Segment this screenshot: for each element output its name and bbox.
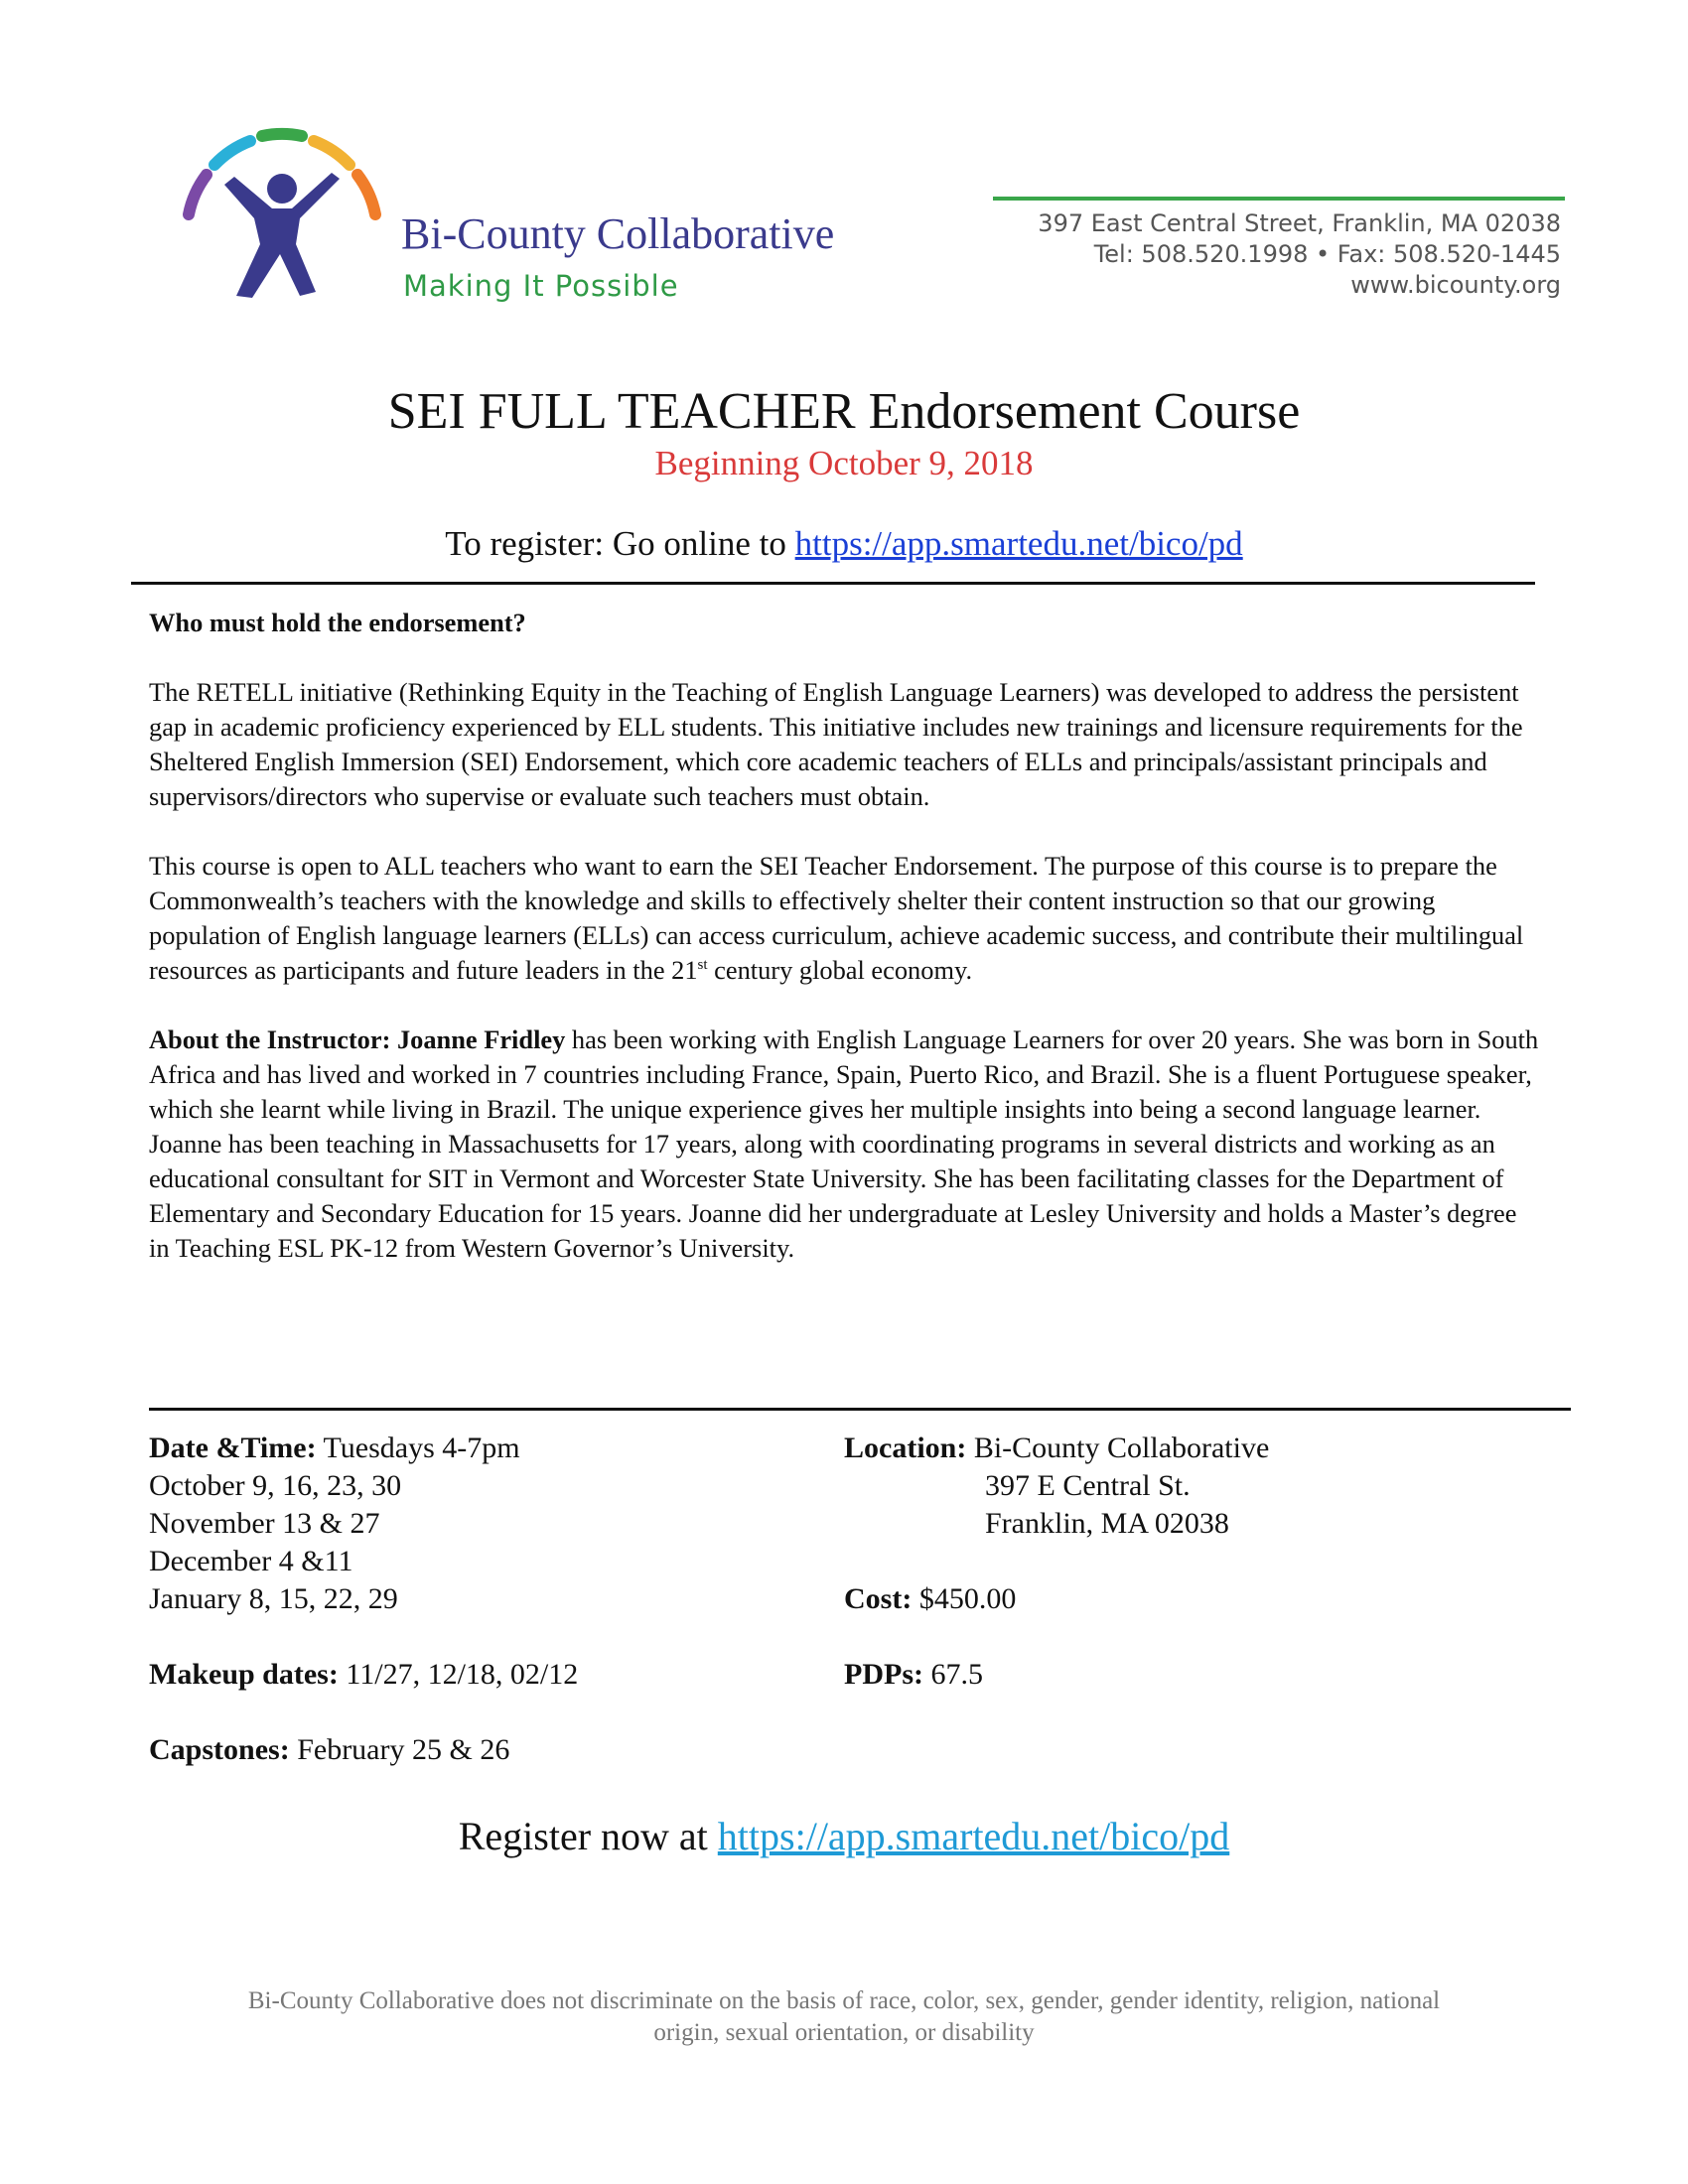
- date-time-row: [149, 1430, 794, 1467]
- location-name: Bi-County Collaborative: [966, 1432, 1270, 1464]
- details-divider: [149, 1408, 1571, 1411]
- pdps-label: PDPs:: [844, 1658, 923, 1691]
- cost-row: [844, 1580, 1539, 1618]
- date-time-label: Date &Time:: [149, 1432, 317, 1464]
- session-dates-october: October 9, 16, 23, 30: [149, 1469, 402, 1502]
- contact-block: [1038, 208, 1561, 301]
- instructor-label: About the Instructor:: [149, 1024, 397, 1054]
- instructor-paragraph: [149, 1023, 1539, 1266]
- capstones-row: [149, 1731, 794, 1769]
- session-dates-december: December 4 &11: [149, 1545, 353, 1577]
- pdps-row: [844, 1656, 1539, 1694]
- location-street: 397 E Central St.: [985, 1469, 1191, 1502]
- register-link-bottom[interactable]: https://app.smartedu.net/bico/pd: [717, 1814, 1230, 1858]
- makeup-label: Makeup dates:: [149, 1658, 339, 1691]
- address: 397 East Central Street, Franklin, MA 02038: [1038, 209, 1561, 237]
- capstones-label: Capstones:: [149, 1733, 290, 1766]
- location-row: [844, 1430, 1539, 1467]
- ordinal-suffix: st: [697, 957, 708, 974]
- bicounty-logo-icon: [177, 127, 395, 306]
- makeup-dates-row: [149, 1656, 794, 1694]
- footer-line-1: Bi-County Collaborative does not discriminate on the basis of race, color, sex, gender, gender identity, religion, national: [247, 1987, 1441, 2014]
- course-start-date: Beginning October 9, 2018: [654, 444, 1034, 482]
- org-tagline: Making It Possible: [403, 269, 679, 303]
- body-text: [149, 606, 1539, 1266]
- session-dates-january: January 8, 15, 22, 29: [149, 1582, 398, 1615]
- register-link-top[interactable]: https://app.smartedu.net/bico/pd: [794, 524, 1243, 563]
- phone-fax: Tel: 508.520.1998 • Fax: 508.520-1445: [1093, 240, 1561, 268]
- schedule-column: [149, 1430, 794, 1769]
- footer-line-2: origin, sexual orientation, or disability: [653, 2019, 1035, 2046]
- info-column: [844, 1430, 1539, 1694]
- makeup-value: 11/27, 12/18, 02/12: [338, 1658, 579, 1691]
- retell-paragraph: The RETELL initiative (Rethinking Equity in the Teaching of English Language Learners) was developed to address the persistent gap in academic proficiency experienced by ELL students. This initiative includes new trainings and licensure requirements for the Sheltered English Immersion (SEI) Endorsement, which core academic teachers of ELLs and principals/assistant principals and supervisors/directors who supervise or evaluate such teachers must obtain.: [149, 677, 1523, 811]
- session-dates-november: November 13 & 27: [149, 1507, 380, 1540]
- instructor-bio: has been working with English Language Learners for over 20 years. She was born in South Africa and has lived and worked in 7 countries including France, Spain, Puerto Rico, and Brazil. She is a fluent Portuguese speaker, which she learnt while living in Brazil. The unique experience gives her multiple insights into being a second language learner. Joanne has been teaching in Massachusetts for 17 years, along with coordinating programs in several districts and working as an educational consultant for SIT in Vermont and Worcester State University. She has been facilitating classes for the Department of Elementary and Secondary Education for 15 years. Joanne did her undergraduate at Lesley University and holds a Master’s degree in Teaching ESL PK-12 from Western Governor’s University.: [149, 1024, 1539, 1263]
- course-purpose-paragraph: [149, 849, 1539, 988]
- org-name: Bi-County Collaborative: [401, 209, 835, 258]
- date-time-value: Tuesdays 4-7pm: [316, 1432, 520, 1464]
- course-title: SEI FULL TEACHER Endorsement Course: [387, 383, 1301, 440]
- question-heading: Who must hold the endorsement?: [149, 608, 526, 637]
- register-line-top: [0, 524, 1688, 564]
- register-now-prefix: Register now at: [458, 1814, 718, 1858]
- purpose-text-b: century global economy.: [707, 955, 973, 985]
- header-divider: [993, 197, 1565, 201]
- cost-label: Cost:: [844, 1582, 913, 1615]
- cost-value: $450.00: [912, 1582, 1017, 1615]
- register-prefix: To register: Go online to: [445, 524, 795, 563]
- capstones-value: February 25 & 26: [289, 1733, 510, 1766]
- location-city: Franklin, MA 02038: [985, 1507, 1229, 1540]
- website-link[interactable]: www.bicounty.org: [1350, 271, 1561, 299]
- location-label: Location:: [844, 1432, 967, 1464]
- purpose-text-a: This course is open to ALL teachers who want to earn the SEI Teacher Endorsement. The purpose of this course is to prepare the Commonwealth’s teachers with the knowledge and skills to effectively shelter their content instruction so that our growing population of English language learners (ELLs) can access curriculum, achieve academic success, and contribute their multilingual resources as participants and future leaders in the 21: [149, 851, 1524, 985]
- non-discrimination-footer: [149, 1985, 1539, 2049]
- title-divider: [131, 582, 1535, 585]
- instructor-name: Joanne Fridley: [396, 1024, 566, 1054]
- register-line-bottom: [0, 1813, 1688, 1859]
- pdps-value: 67.5: [922, 1658, 983, 1691]
